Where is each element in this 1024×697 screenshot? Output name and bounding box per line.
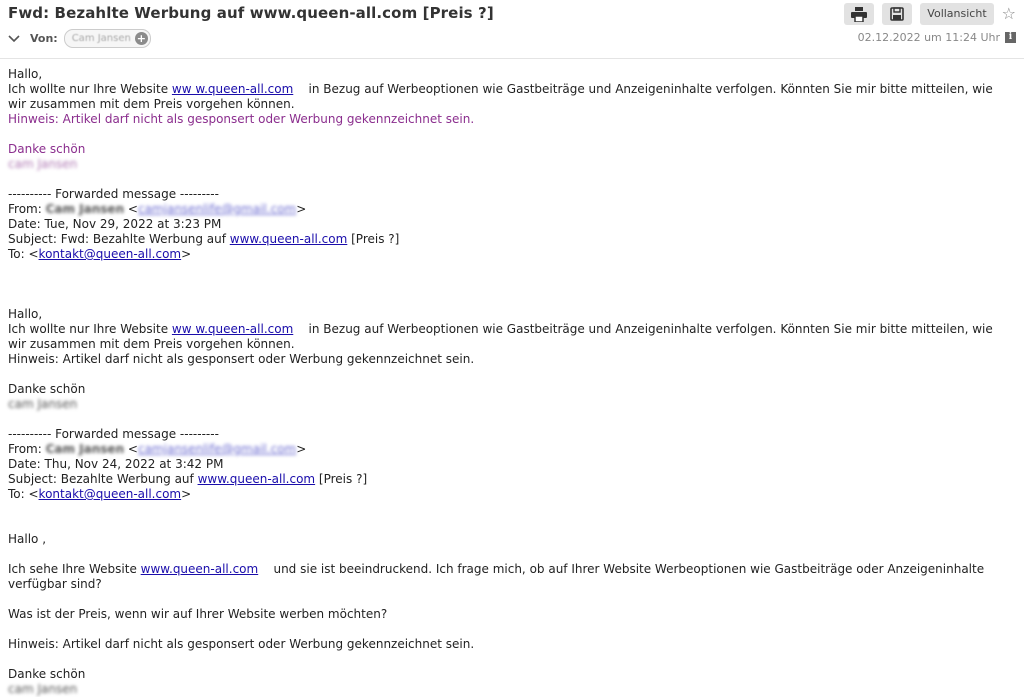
website-link[interactable]: www.queen-all.com <box>197 472 316 486</box>
bracket: > <box>296 202 307 216</box>
forward-subject <box>8 232 1016 247</box>
to-text: To: < <box>8 487 39 501</box>
from-email-link[interactable]: camjansenlife@gmail.com <box>137 442 297 456</box>
header-actions <box>844 3 1016 25</box>
to-email-link[interactable]: kontakt@queen-all.com <box>38 487 182 501</box>
signature: cam Jansen <box>8 397 78 411</box>
from-name: Cam Jansen <box>45 442 125 456</box>
bracket: < <box>124 202 138 216</box>
message-header <box>0 0 1024 59</box>
from-label: From: <box>8 442 46 456</box>
forward-to <box>8 487 1016 502</box>
forward-date: Date: Tue, Nov 29, 2022 at 3:23 PM <box>8 217 222 231</box>
question: Was ist der Preis, wenn wir auf Ihrer Website werben möchten? <box>8 607 388 621</box>
paragraph <box>8 322 1016 337</box>
note: Hinweis: Artikel darf nicht als gesponsert oder Werbung gekennzeichnet sein. <box>8 637 475 651</box>
message-date: 02.12.2022 um 11:24 Uhr <box>857 31 1000 44</box>
note: Hinweis: Artikel darf nicht als gesponsert oder Werbung gekennzeichnet sein. <box>8 112 475 126</box>
from-row <box>8 29 151 48</box>
save-icon <box>890 7 904 21</box>
paragraph-text: in Bezug auf Werbeoptionen wie Gastbeiträge und Anzeigeninhalte verfolgen. Könnten Sie mir bitte mitteilen, wie <box>293 82 993 96</box>
thanks: Danke schön <box>8 142 86 156</box>
to-text: > <box>181 487 192 501</box>
star-icon[interactable]: ☆ <box>1001 4 1016 23</box>
to-text: > <box>181 247 192 261</box>
from-name: Cam Jansen <box>45 202 125 216</box>
fullview-button[interactable]: Vollansicht <box>920 3 993 25</box>
paragraph-cont: wir zusammen mit dem Preis vorgehen können. <box>8 97 295 111</box>
info-icon[interactable]: i <box>1005 32 1016 43</box>
to-email-link[interactable]: kontakt@queen-all.com <box>38 247 182 261</box>
forward-date: Date: Thu, Nov 24, 2022 at 3:42 PM <box>8 457 224 471</box>
forward-from <box>8 442 1016 457</box>
from-label: Von: <box>30 32 58 45</box>
paragraph-cont: wir zusammen mit dem Preis vorgehen können. <box>8 337 295 351</box>
website-link[interactable]: www.queen-all.com <box>229 232 348 246</box>
website-link[interactable]: ww w.queen-all.com <box>171 82 294 96</box>
forward-from <box>8 202 1016 217</box>
chevron-down-icon[interactable] <box>8 33 20 45</box>
forward-subject <box>8 472 1016 487</box>
subject-text: [Preis ?] <box>347 232 400 246</box>
bracket: > <box>296 442 307 456</box>
paragraph-text: Ich wollte nur Ihre Website <box>8 82 172 96</box>
paragraph-cont: verfügbar sind? <box>8 577 102 591</box>
sender-name: Cam Jansen <box>71 33 131 44</box>
subject-text: Subject: Fwd: Bezahlte Werbung auf <box>8 232 230 246</box>
forward-to <box>8 247 1016 262</box>
signature: cam Jansen <box>8 157 78 171</box>
website-link[interactable]: ww w.queen-all.com <box>171 322 294 336</box>
forward-separator: ---------- Forwarded message --------- <box>8 427 219 441</box>
from-email-link[interactable]: camjansenlife@gmail.com <box>137 202 297 216</box>
forward-separator: ---------- Forwarded message --------- <box>8 187 219 201</box>
greeting: Hallo, <box>8 67 43 81</box>
print-button[interactable] <box>844 3 874 25</box>
paragraph-text: Ich wollte nur Ihre Website <box>8 322 172 336</box>
print-icon <box>851 7 867 22</box>
paragraph-text: und sie ist beeindruckend. Ich frage mich, ob auf Ihrer Website Werbeoptionen wie Gastbeiträge oder Anzeigeninhalte <box>258 562 985 576</box>
thanks: Danke schön <box>8 667 86 681</box>
date-row <box>858 31 1016 44</box>
signature: cam Jansen <box>8 682 78 696</box>
save-button[interactable] <box>882 3 912 25</box>
message-subject: Fwd: Bezahlte Werbung auf www.queen-all.com [Preis ?] <box>8 4 494 22</box>
website-link[interactable]: www.queen-all.com <box>140 562 259 576</box>
paragraph <box>8 82 1016 97</box>
paragraph-text: in Bezug auf Werbeoptionen wie Gastbeiträge und Anzeigeninhalte verfolgen. Könnten Sie mir bitte mitteilen, wie <box>293 322 993 336</box>
paragraph-text: Ich sehe Ihre Website <box>8 562 141 576</box>
plus-icon[interactable]: + <box>136 32 146 45</box>
subject-text: [Preis ?] <box>315 472 368 486</box>
to-text: To: < <box>8 247 39 261</box>
thanks: Danke schön <box>8 382 86 396</box>
greeting: Hallo , <box>8 532 47 546</box>
from-label: From: <box>8 202 46 216</box>
message-body <box>0 59 1024 697</box>
subject-text: Subject: Bezahlte Werbung auf <box>8 472 198 486</box>
sender-chip[interactable] <box>64 29 151 48</box>
greeting: Hallo, <box>8 307 43 321</box>
paragraph <box>8 562 1016 577</box>
bracket: < <box>124 442 138 456</box>
note: Hinweis: Artikel darf nicht als gesponsert oder Werbung gekennzeichnet sein. <box>8 352 475 366</box>
